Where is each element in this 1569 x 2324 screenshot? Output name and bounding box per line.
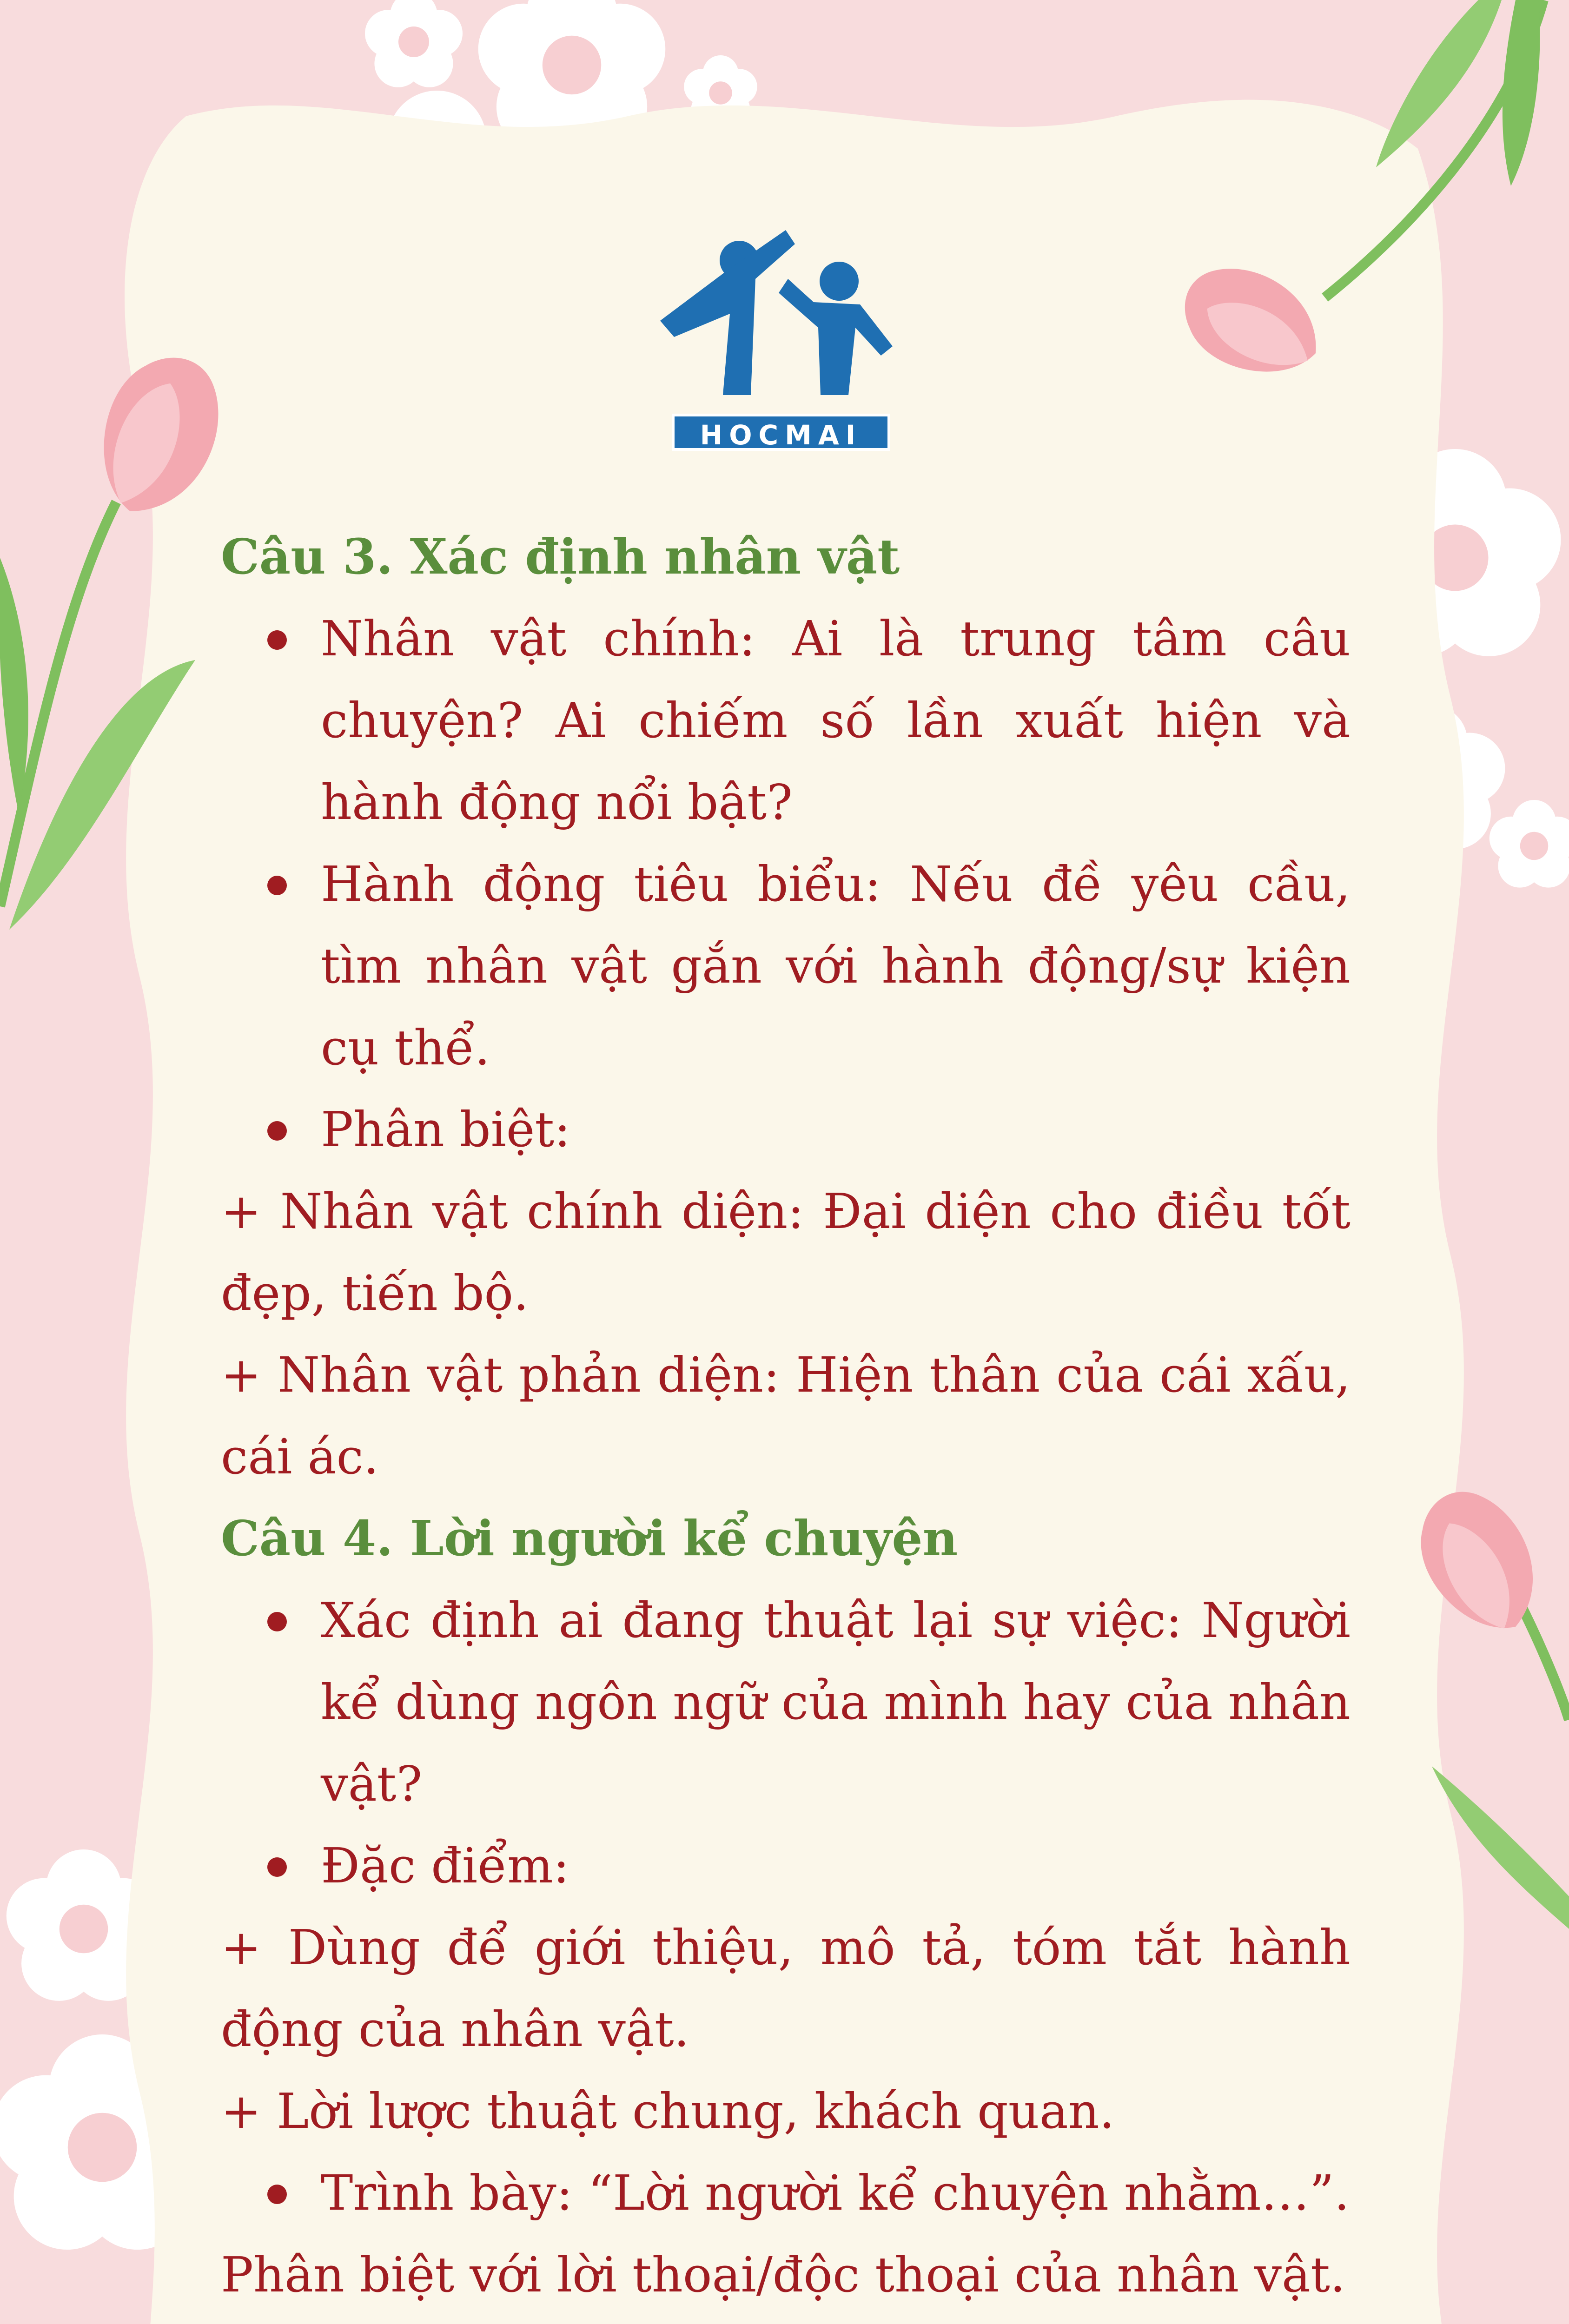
bullet-dot-icon (267, 1121, 287, 1141)
bullet-dot-icon (267, 876, 287, 895)
bullet-dot-icon (267, 2185, 287, 2204)
hocmai-logo (660, 228, 902, 460)
bullet-text: Đặc điểm: (321, 1837, 569, 1894)
bullet-text: Trình bày: “Lời người kể chuyện nhằm…”. (321, 2165, 1350, 2221)
bullet-dot-icon (267, 1857, 287, 1877)
bullet-item (221, 843, 1351, 1089)
logo-wordmark: HOCMAI (672, 414, 890, 451)
bullet-text: Phân biệt: (321, 1101, 571, 1158)
closing-note: Phân biệt với lời thoại/độc thoại của nhân vật. (221, 2246, 1345, 2303)
plus-note: + Nhân vật chính diện: Đại diện cho điều tốt đẹp, tiến bộ. (221, 1183, 1351, 1321)
plus-note: + Dùng để giới thiệu, mô tả, tóm tắt hành động của nhân vật. (221, 1919, 1351, 2058)
plus-note: + Nhân vật phản diện: Hiện thân của cái xấu, cái ác. (221, 1347, 1351, 1485)
section-heading-cau-4: Câu 4. Lời người kể chuyện (221, 1510, 958, 1567)
flower-decoration (365, 0, 463, 87)
bullet-dot-icon (267, 1612, 287, 1631)
bullet-dot-icon (267, 630, 287, 650)
bullet-item (221, 598, 1351, 843)
section-heading-cau-3: Câu 3. Xác định nhân vật (221, 528, 900, 585)
content-body (221, 516, 1351, 2316)
bullet-item (221, 1089, 1351, 1170)
logo-figures-icon (660, 228, 902, 414)
bullet-item (221, 2152, 1351, 2234)
bullet-text: Xác định ai đang thuật lại sự việc: Người kể dùng ngôn ngữ của mình hay của nhân vật? (321, 1592, 1351, 1812)
bullet-item (221, 1579, 1351, 1825)
bullet-text: Hành động tiêu biểu: Nếu đề yêu cầu, tìm nhân vật gắn với hành động/sự kiện cụ thể. (321, 856, 1351, 1076)
flower-decoration (1490, 800, 1569, 888)
bullet-text: Nhân vật chính: Ai là trung tâm câu chuyện? Ai chiếm số lần xuất hiện và hành động nổi bật? (321, 610, 1351, 831)
plus-note: + Lời lược thuật chung, khách quan. (221, 2083, 1115, 2139)
bullet-item (221, 1825, 1351, 1907)
